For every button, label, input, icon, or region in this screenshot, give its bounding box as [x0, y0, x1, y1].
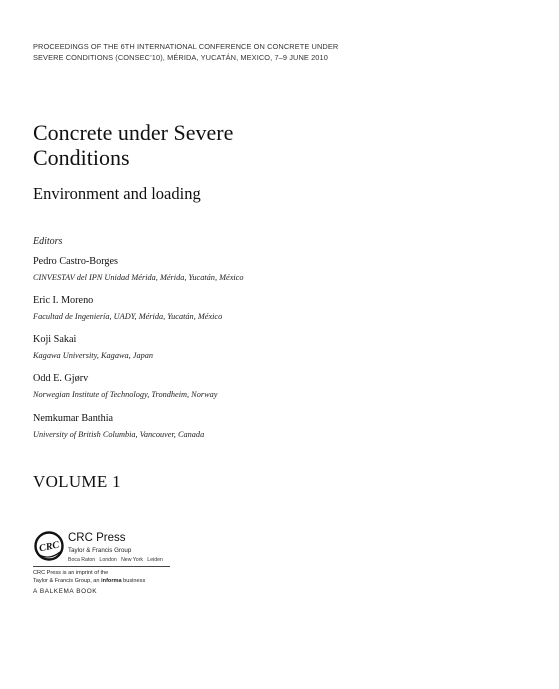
proceedings-header-line-1: PROCEEDINGS OF THE 6TH INTERNATIONAL CONFERENCE ON CONCRETE UNDER	[33, 42, 339, 51]
book-title	[33, 120, 233, 170]
editor-name-4: Odd E. Gjørv	[33, 373, 89, 384]
balkema-book-label: A BALKEMA BOOK	[33, 588, 98, 595]
book-title-line-2: Conditions	[33, 145, 130, 170]
publisher-group: Taylor & Francis Group	[68, 547, 132, 554]
crc-logo-lettering: CRC	[38, 539, 61, 555]
volume-label: VOLUME 1	[33, 472, 121, 491]
book-subtitle: Environment and loading	[33, 184, 201, 203]
editor-name-1: Pedro Castro-Borges	[33, 256, 118, 267]
editor-name-3: Koji Sakai	[33, 334, 77, 345]
publisher-divider	[33, 566, 170, 567]
editor-name-5: Nemkumar Banthia	[33, 413, 114, 424]
imprint-line-1: CRC Press is an imprint of the	[33, 570, 109, 576]
editors-label: Editors	[33, 236, 63, 247]
book-title-line-1: Concrete under Severe	[33, 120, 234, 145]
imprint-line-2-prefix: Taylor & Francis Group, an	[33, 578, 102, 584]
proceedings-header-line-2: SEVERE CONDITIONS (CONSEC’10), MÉRIDA, YUCATÁN, MEXICO, 7–9 JUNE 2010	[33, 53, 328, 62]
editor-name-2: Eric I. Moreno	[33, 295, 94, 306]
imprint-informa: informa	[101, 578, 122, 584]
imprint-line-2	[33, 578, 145, 584]
imprint-line-2-suffix: business	[121, 578, 146, 584]
editor-affiliation-5: University of British Columbia, Vancouver, Canada	[33, 430, 205, 439]
crc-press-logo-icon	[33, 530, 65, 562]
publisher-name: CRC Press	[68, 532, 126, 544]
editor-affiliation-4: Norwegian Institute of Technology, Trondheim, Norway	[33, 390, 218, 399]
editor-affiliation-2: Facultad de Ingeniería, UADY, Mérida, Yucatán, México	[33, 312, 223, 321]
editor-affiliation-3: Kagawa University, Kagawa, Japan	[33, 351, 154, 360]
publisher-cities: Boca Raton London New York Leiden	[68, 557, 163, 563]
editor-affiliation-1: CINVESTAV del IPN Unidad Mérida, Mérida, Yucatán, México	[33, 273, 244, 282]
